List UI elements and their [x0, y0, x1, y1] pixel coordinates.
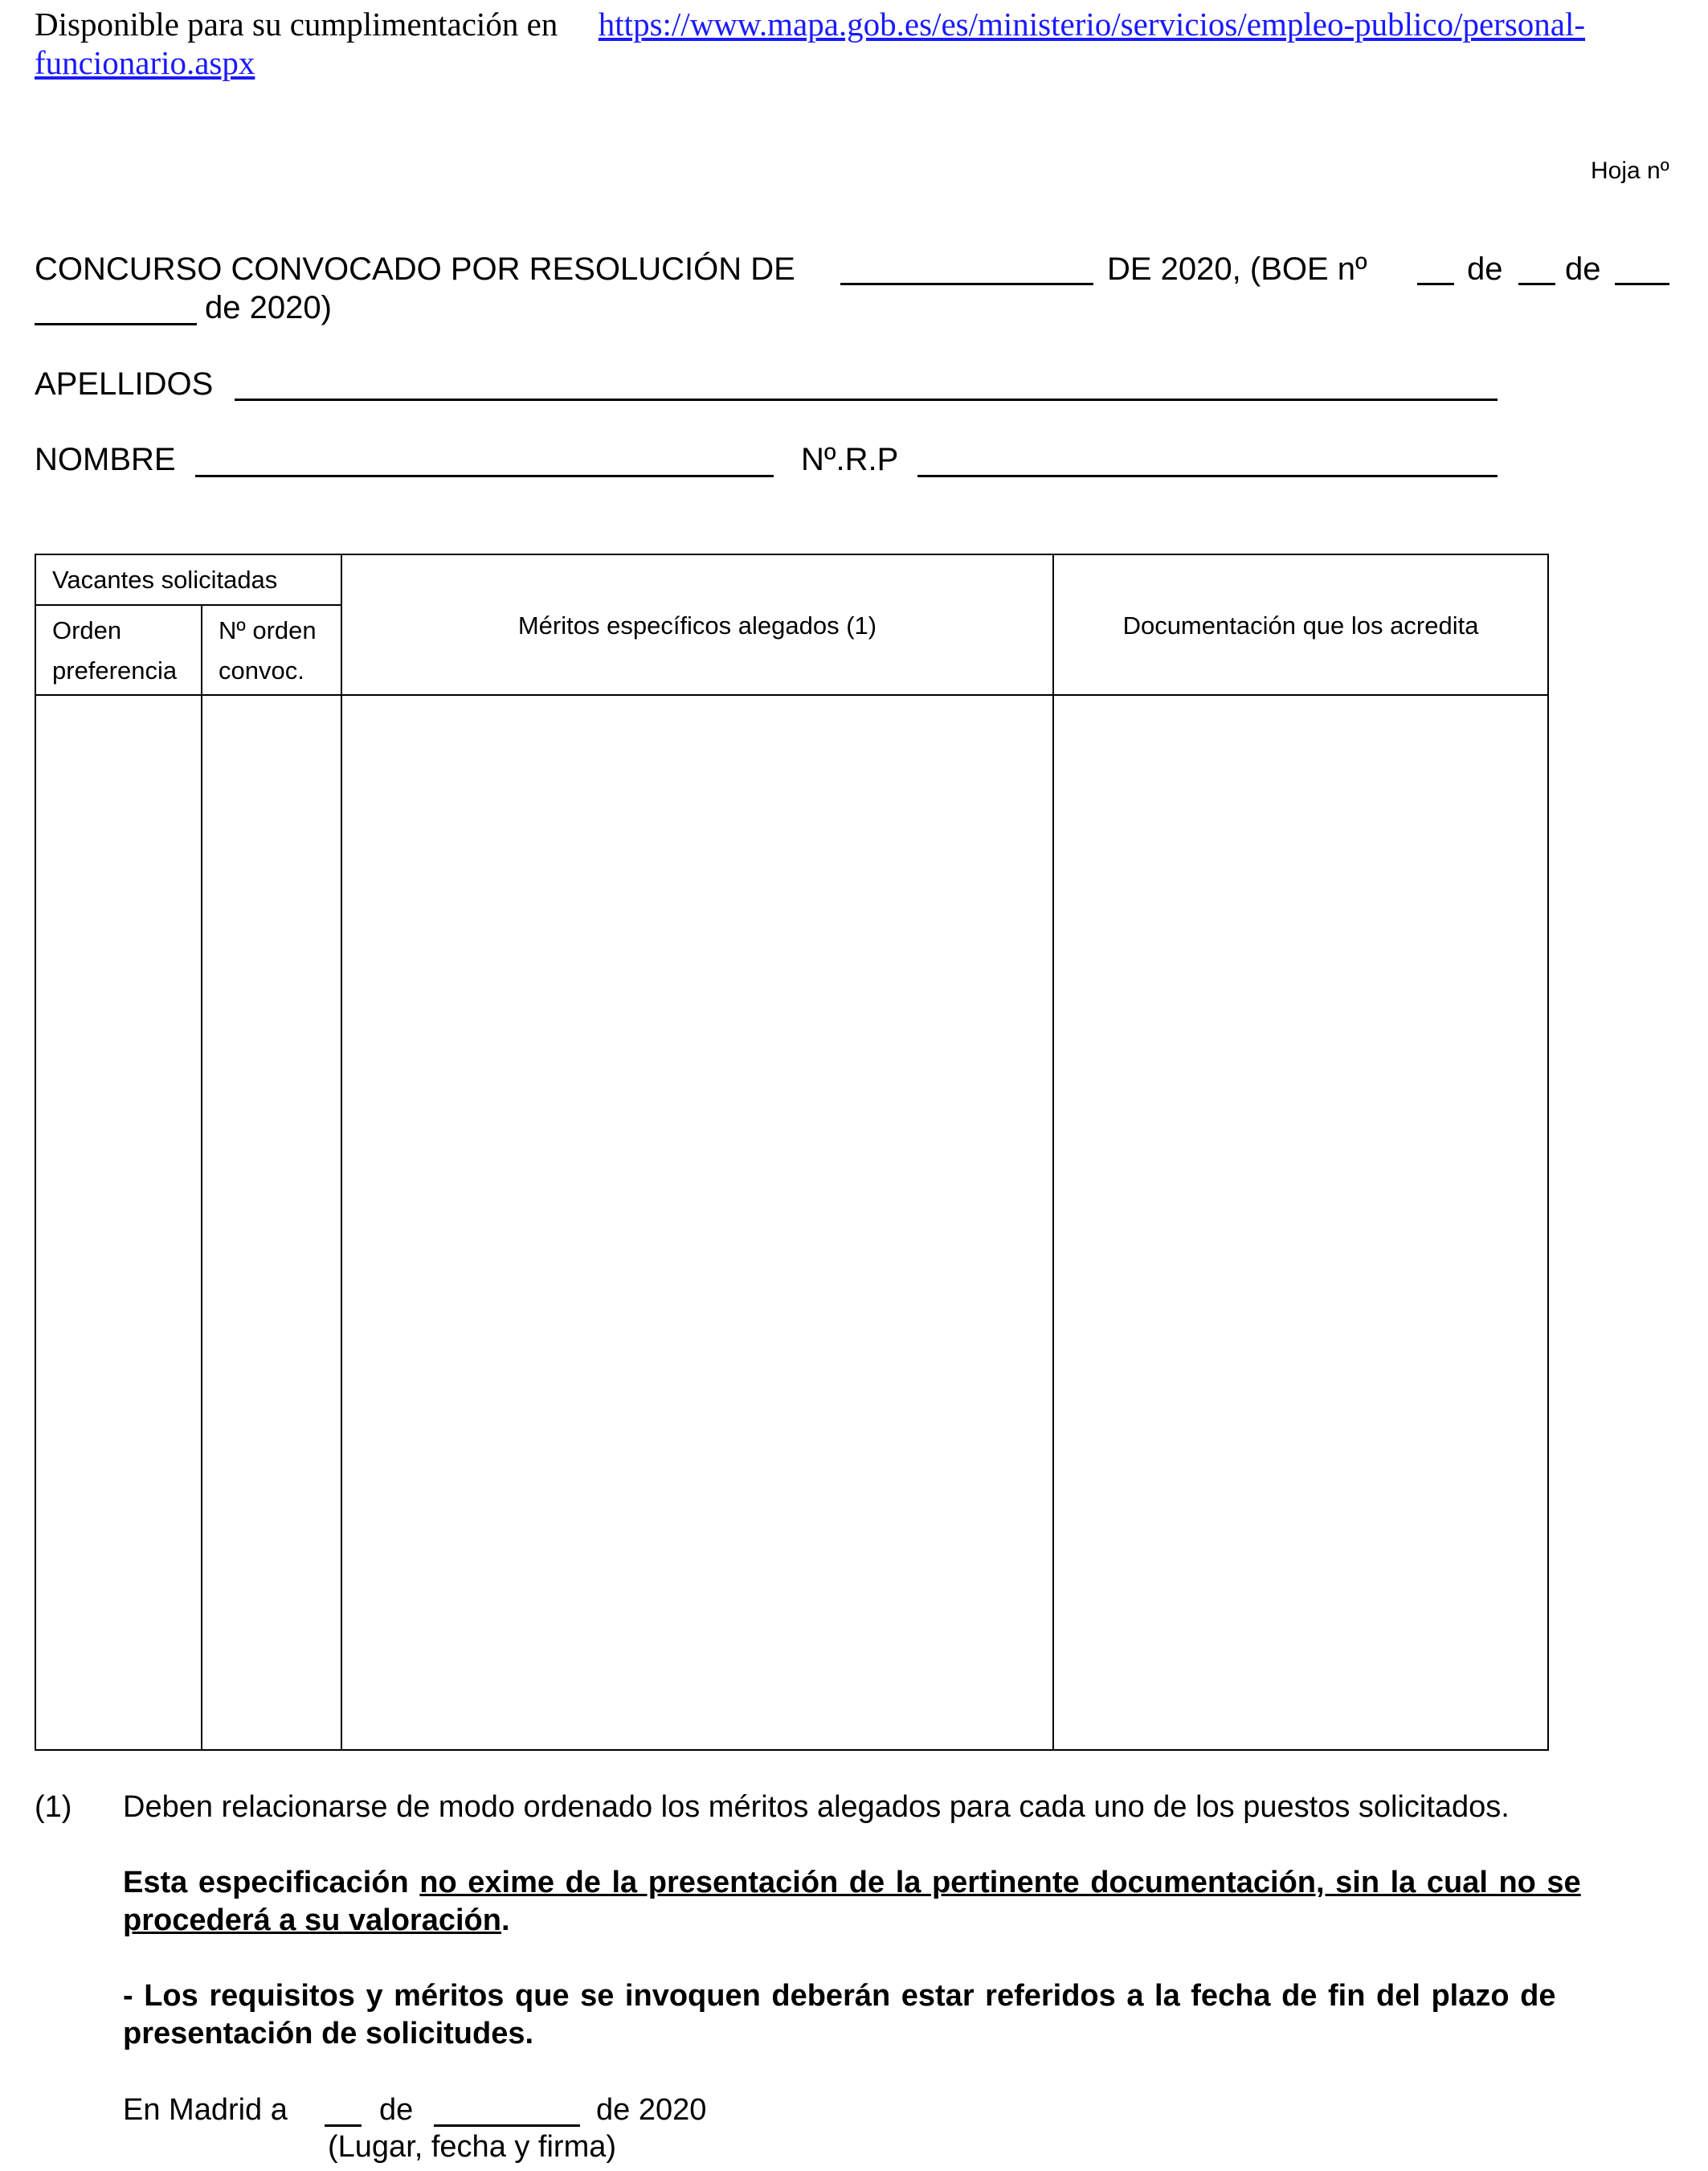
footnote-text: Deben relacionarse de modo ordenado los méritos alegados para cada uno de los puestos solicitados. — [123, 1790, 1510, 1824]
nombre-field[interactable] — [195, 475, 774, 477]
concurso-close: de 2020) — [205, 290, 332, 325]
place-prefix: En Madrid a — [123, 2093, 288, 2127]
table-top-border — [35, 554, 1549, 555]
requirements-note-line2: presentación de solicitudes. — [123, 2017, 534, 2050]
concurso-de-2: de — [1565, 251, 1601, 287]
concurso-prefix: CONCURSO CONVOCADO POR RESOLUCIÓN DE — [35, 251, 795, 287]
boe-day-field[interactable] — [1518, 283, 1555, 285]
table-bottom-border — [35, 1749, 1549, 1751]
nrp-field[interactable] — [917, 475, 1498, 477]
signature-caption: (Lugar, fecha y firma) — [328, 2130, 617, 2164]
vacantes-header: Vacantes solicitadas — [52, 566, 278, 594]
orden-preferencia-cell[interactable] — [36, 696, 201, 1749]
concurso-de-1: de — [1467, 251, 1503, 287]
boe-month-field-b[interactable] — [35, 323, 197, 325]
place-year: de 2020 — [596, 2093, 707, 2127]
form-url-link[interactable]: https://www.mapa.gob.es/es/ministerio/servicios/empleo-publico/personal- — [598, 6, 1586, 43]
boe-month-field-a[interactable] — [1615, 283, 1669, 285]
documentation-warning-underlined-1: no exime de la presentación de la pertinente documentación, sin la cual no se — [419, 1866, 1581, 1899]
norden-convoc-cell[interactable] — [202, 696, 341, 1749]
orden-header-line1: Orden — [52, 616, 122, 644]
form-url-link-continued[interactable]: funcionario.aspx — [35, 44, 255, 81]
place-de-1: de — [379, 2093, 414, 2127]
nombre-label: NOMBRE — [35, 442, 176, 477]
documentation-warning-plain: Esta especificación — [123, 1866, 420, 1899]
nrp-label: Nº.R.P — [801, 442, 899, 477]
availability-text: Disponible para su cumplimentación en — [35, 6, 558, 43]
boe-number-field[interactable] — [1417, 283, 1454, 285]
apellidos-field[interactable] — [235, 399, 1498, 401]
documentacion-cell[interactable] — [1054, 696, 1547, 1749]
documentation-warning-line2 — [123, 1903, 510, 1938]
documentacion-header: Documentación que los acredita — [1122, 611, 1479, 640]
meritos-cell[interactable] — [342, 696, 1052, 1749]
requirements-note-line1: - Los requisitos y méritos que se invoquen deberán estar referidos a la fecha de fin del plazo de — [123, 1979, 1556, 2013]
meritos-header: Méritos específicos alegados (1) — [517, 611, 877, 640]
norden-header-line2: convoc. — [219, 656, 304, 685]
documentation-warning-end: . — [501, 1903, 510, 1937]
sign-day-field[interactable] — [325, 2124, 362, 2127]
sign-month-field[interactable] — [434, 2124, 580, 2127]
sheet-number-label: Hoja nº — [1591, 157, 1669, 184]
concurso-year-boe: DE 2020, (BOE nº — [1107, 251, 1367, 287]
availability-line — [35, 5, 1585, 43]
vacantes-subheader-line — [35, 604, 342, 606]
documentation-warning-line1 — [123, 1866, 1581, 1900]
footnote-number: (1) — [35, 1790, 72, 1824]
orden-header-line2: preferencia — [52, 656, 178, 685]
table-right-border — [1547, 554, 1549, 1751]
norden-header-line1: Nº orden — [219, 616, 317, 644]
resolution-date-field[interactable] — [840, 283, 1093, 285]
documentation-warning-underlined-2: procederá a su valoración — [123, 1903, 501, 1937]
apellidos-label: APELLIDOS — [35, 366, 214, 402]
